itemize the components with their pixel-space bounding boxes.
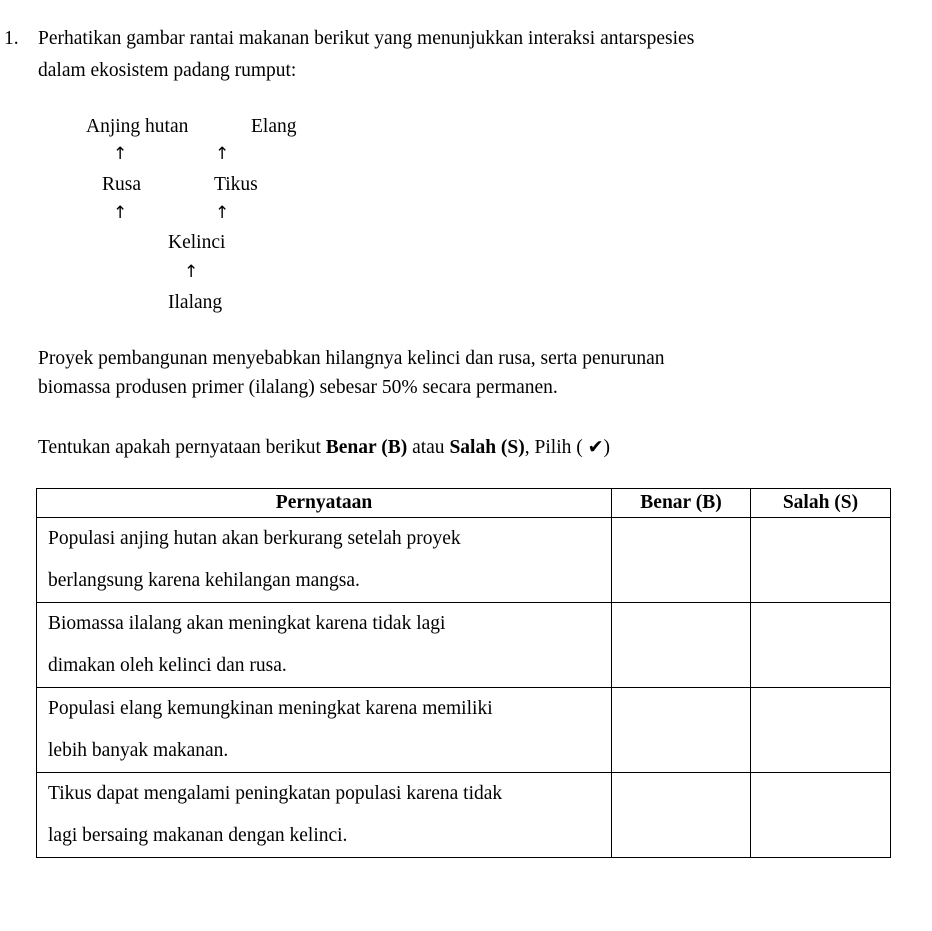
instruction-middle: atau [407,437,450,458]
scenario-text-line-1: Proyek pembangunan menyebabkan hilangnya kelinci dan rusa, serta penurunan [38,348,665,369]
salah-answer-cell[interactable] [751,773,891,858]
node-tikus: Tikus [214,174,258,195]
node-kelinci: Kelinci [168,232,226,253]
table-row [37,603,891,688]
arrow-up-icon: ↑ [184,262,199,282]
statement-cell [37,688,612,773]
benar-answer-cell[interactable] [612,773,751,858]
benar-answer-cell[interactable] [612,688,751,773]
question-number: 1. [4,28,19,49]
statement-line: berlangsung karena kehilangan mangsa. [48,570,360,591]
check-mark-icon: ✔ [587,436,604,458]
statement-line: Biomassa ilalang akan meningkat karena tidak lagi [48,613,446,634]
salah-answer-cell[interactable] [751,688,891,773]
statement-line: Populasi anjing hutan akan berkurang setelah proyek [48,528,461,549]
question-text-line-2: dalam ekosistem padang rumput: [38,60,297,81]
node-elang: Elang [251,116,297,137]
salah-answer-cell[interactable] [751,518,891,603]
table-row [37,688,891,773]
statement-line: lebih banyak makanan. [48,740,229,761]
question-text-line-1: Perhatikan gambar rantai makanan berikut yang menunjukkan interaksi antarspesies [38,28,695,49]
instruction-suffix: , Pilih ( [524,437,583,458]
instruction-close-paren: ) [603,437,611,458]
node-rusa: Rusa [102,174,141,195]
node-ilalang: Ilalang [168,292,223,313]
arrow-up-icon: ↑ [215,144,230,164]
instruction-text [38,436,610,459]
instruction-salah: Salah (S) [449,437,525,458]
arrow-up-icon: ↑ [113,144,128,164]
statement-line: lagi bersaing makanan dengan kelinci. [48,825,348,846]
table-row [37,773,891,858]
header-pernyataan: Pernyataan [37,489,612,518]
scenario-text-line-2: biomassa produsen primer (ilalang) sebesar 50% secara permanen. [38,377,558,398]
table-row [37,518,891,603]
statement-line: dimakan oleh kelinci dan rusa. [48,655,287,676]
header-benar: Benar (B) [612,489,751,518]
table-header-row [37,489,891,518]
statement-line: Tikus dapat mengalami peningkatan populasi karena tidak [48,783,503,804]
header-salah: Salah (S) [751,489,891,518]
statement-cell [37,518,612,603]
arrow-up-icon: ↑ [215,203,230,223]
benar-answer-cell[interactable] [612,518,751,603]
salah-answer-cell[interactable] [751,603,891,688]
instruction-prefix: Tentukan apakah pernyataan berikut [38,437,326,458]
benar-answer-cell[interactable] [612,603,751,688]
arrow-up-icon: ↑ [113,203,128,223]
instruction-benar: Benar (B) [325,437,408,458]
node-anjing-hutan: Anjing hutan [86,116,189,137]
statement-cell [37,773,612,858]
statements-table [36,488,891,858]
statement-cell [37,603,612,688]
statement-line: Populasi elang kemungkinan meningkat karena memiliki [48,698,493,719]
